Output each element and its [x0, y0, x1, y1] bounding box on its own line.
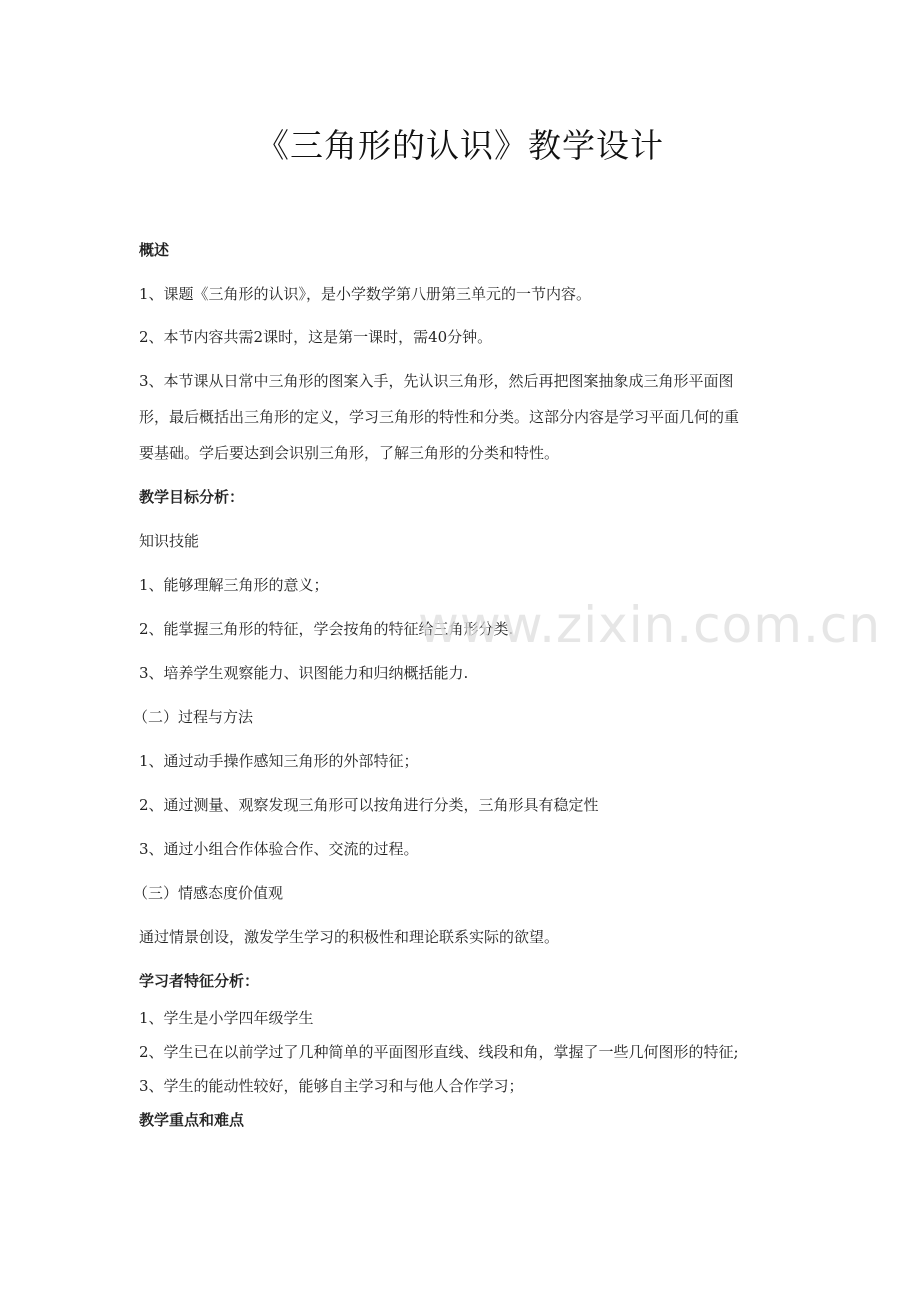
- paragraph-line: 1、课题《三角形的认识》，是小学数学第八册第三单元的一节内容。: [139, 285, 592, 303]
- section-heading-goals: 教学目标分析：: [139, 488, 245, 506]
- section-heading-key-points: 教学重点和难点: [139, 1111, 245, 1129]
- subheading-attitude: （三）情感态度价值观: [133, 884, 284, 902]
- section-heading-learners: 学习者特征分析：: [139, 972, 260, 990]
- document-title: 《三角形的认识》教学设计: [256, 126, 664, 165]
- subheading-process: （二）过程与方法: [133, 708, 254, 726]
- list-item: 1、能够理解三角形的意义；: [139, 576, 329, 594]
- subheading-knowledge: 知识技能: [139, 532, 200, 550]
- section-heading-overview: 概述: [139, 241, 170, 259]
- watermark-text: www.zixin.com.cn: [418, 596, 882, 654]
- list-item: 3、通过小组合作体验合作、交流的过程。: [139, 840, 419, 858]
- list-item: 1、学生是小学四年级学生: [139, 1009, 314, 1027]
- paragraph-line: 2、本节内容共需2课时，这是第一课时，需40分钟。: [139, 328, 493, 346]
- list-item: 2、学生已在以前学过了几种简单的平面图形直线、线段和角，掌握了一些几何图形的特征;: [139, 1043, 739, 1061]
- paragraph-line: 3、本节课从日常中三角形的图案入手，先认识三角形，然后再把图案抽象成三角形平面图: [139, 372, 734, 390]
- list-item: 2、能掌握三角形的特征，学会按角的特征给三角形分类.: [139, 620, 514, 638]
- list-item: 2、通过测量、观察发现三角形可以按角进行分类，三角形具有稳定性: [139, 796, 599, 814]
- list-item: 3、学生的能动性较好，能够自主学习和与他人合作学习；: [139, 1077, 524, 1095]
- list-item: 1、通过动手操作感知三角形的外部特征；: [139, 752, 419, 770]
- paragraph-line: 形，最后概括出三角形的定义，学习三角形的特性和分类。这部分内容是学习平面几何的重: [139, 408, 740, 426]
- paragraph-line: 通过情景创设，激发学生学习的积极性和理论联系实际的欲望。: [139, 928, 560, 946]
- paragraph-line: 要基础。学后要达到会识别三角形，了解三角形的分类和特性。: [139, 444, 560, 462]
- list-item: 3、培养学生观察能力、识图能力和归纳概括能力.: [139, 664, 469, 682]
